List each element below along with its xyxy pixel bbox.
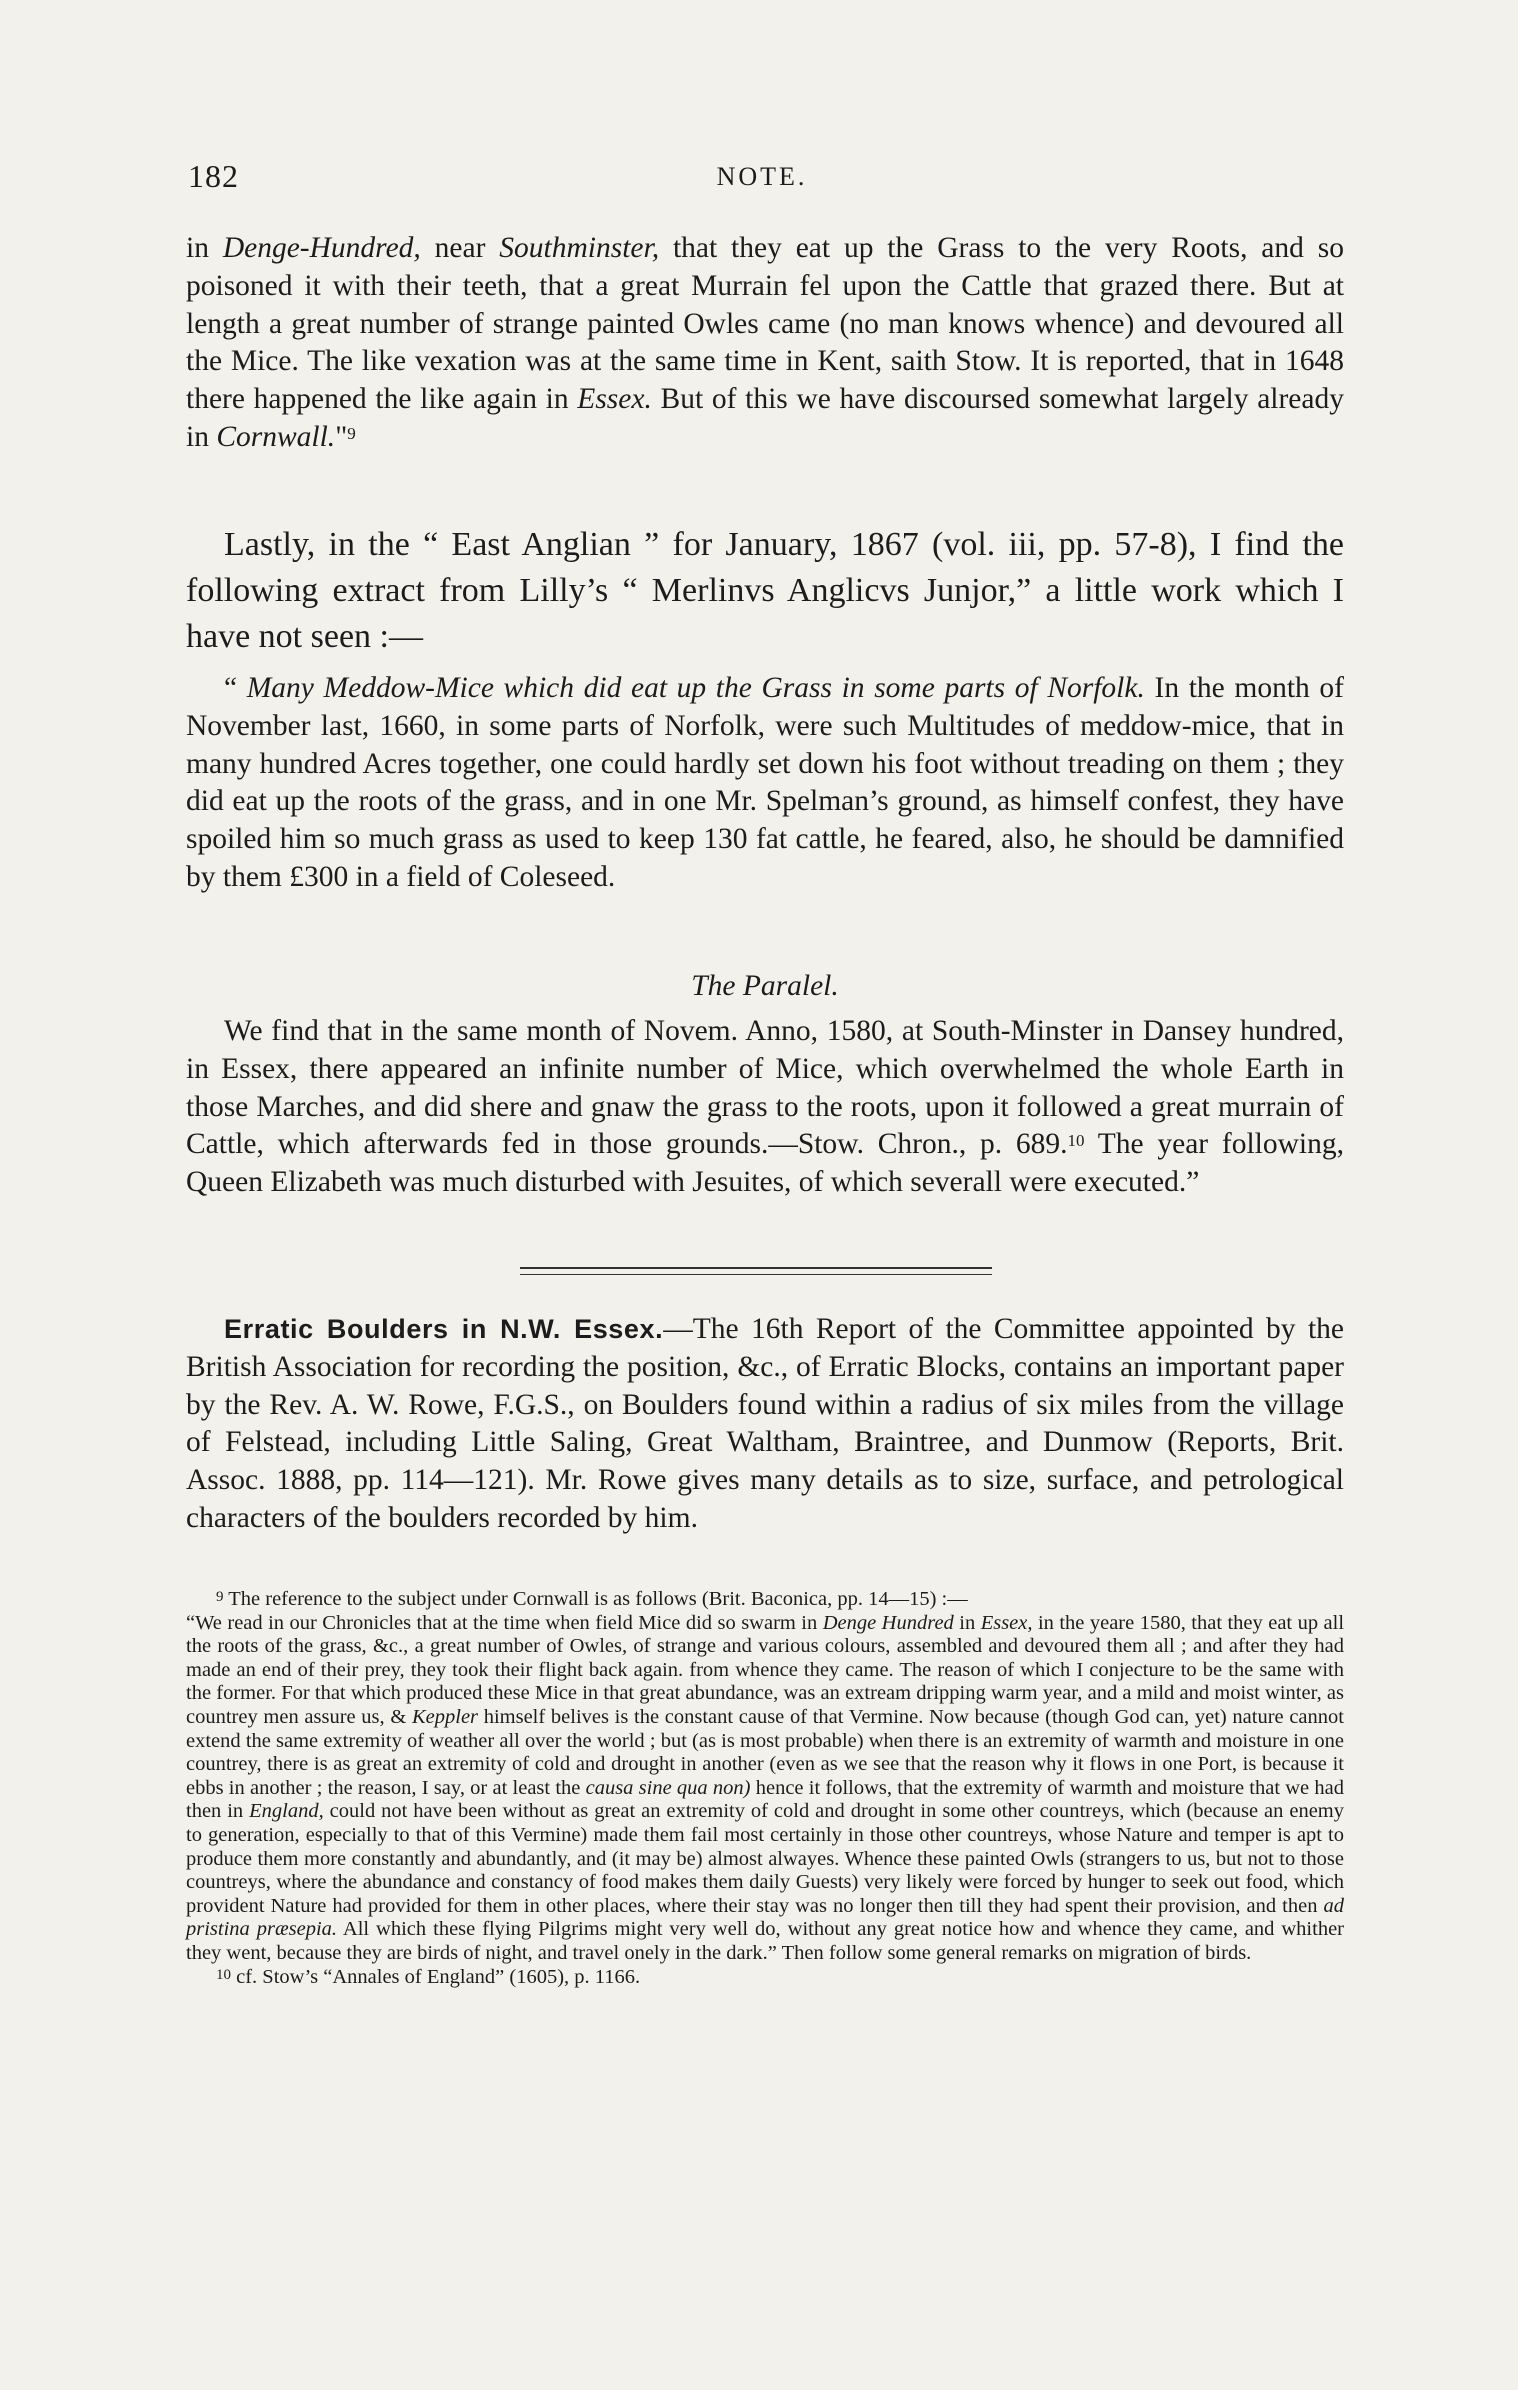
text-run: hence it follows, that the extremity of warmth and moisture that we had then in	[186, 1776, 1344, 1823]
text-run: The year following, Queen Elizabeth was much disturbed with Jesuites, of which severall were executed.”	[186, 1128, 1344, 1199]
footnote-10	[186, 1966, 1344, 1990]
italic-run: England,	[249, 1800, 324, 1823]
paralel-heading: The Paralel.	[691, 970, 839, 1002]
text-run: In the month of November last, 1660, in some parts of Norfolk, were such Multitudes of meddow-mice, that in many hundred Acres together, one could hardly set down his foot without treading on them ; they did eat up the roots of the grass, and in one Mr. Spelman’s ground, as himself confest, they have spoiled him so much grass as used to keep 130 fat cattle, he feared, also, he should be damnified by them £300 in a field of Coleseed.	[186, 672, 1344, 893]
quote-continuation-block	[186, 230, 1344, 457]
section-divider	[520, 1274, 992, 1275]
section-heading: Erratic Boulders in N.W. Essex.	[224, 1314, 664, 1344]
italic-run: ad pristina præsepia.	[186, 1894, 1344, 1941]
text-run: —The 16th Report of the Committee appointed by the British Association for recording the position, &c., of Erratic Blocks, contains an important paper by the Rev. A. W. Rowe, F.G.S., on Boulders found within a radius of six miles from the village of Felstead, including Little Saling, Great Waltham, Braintree, and Dunmow (Reports, Brit. Assoc. 1888, pp. 114—121). Mr. Rowe gives many details as to size, surface, and petrological characters of the boulders recorded by him.	[186, 1313, 1344, 1534]
footnote-marker: 10	[216, 1966, 231, 1983]
extract-block	[186, 670, 1344, 897]
italic-run: Essex,	[980, 1611, 1033, 1634]
text-run: in	[186, 232, 223, 264]
text-run: himself belives is the constant cause of that Vermine. Now because (though God can, yet) nature cannot extend the same extremity of weather all over the world ; but (as is most probable) when there is an extremity of warmth and moisture in one countrey, there is as great an extremity of cold and drought in another (even as we see that the reason why it flows in one Port, is because it ebbs in another ; the reason, I say, or at least the	[186, 1705, 1344, 1799]
text-run: “	[224, 672, 247, 704]
extract-title: Many Meddow-Mice which did eat up the Grass in some parts of Norfolk.	[246, 672, 1145, 704]
place-name: Denge-Hundred,	[222, 232, 421, 264]
footnotes-block	[186, 1588, 1344, 1989]
italic-run: causa sine qua non)	[585, 1776, 751, 1799]
place-name: Southminster,	[499, 232, 660, 264]
footnote-reference: 10	[1067, 1131, 1085, 1151]
footnote-marker: 9	[216, 1589, 224, 1605]
lastly-block	[186, 522, 1344, 660]
erratic-boulders-block	[186, 1311, 1344, 1538]
text-run: But of this we have discoursed somewhat largely already in	[186, 383, 1344, 453]
erratic-boulders-paragraph	[186, 1311, 1344, 1538]
quote-continuation-paragraph	[186, 230, 1344, 457]
text-run: "	[335, 420, 348, 453]
paralel-paragraph	[186, 1013, 1344, 1202]
extract-paragraph	[186, 670, 1344, 897]
text-run: that they eat up the Grass to the very Roots, and so poisoned it with their teeth, that a great Murrain fel upon the Cattle that grazed there. But at length a great number of strange painted Owles came (no man knows whence) and devoured all the Mice. The like vexation was at the same time in Kent, saith Stow. It is reported, that in 1648 there happened the like again in	[186, 232, 1344, 416]
text-run: could not have been without as great an extremity of cold and drought in some other countreys, which (because an enemy to generation, especially to that of this Vermine) made them fail most certainly in those other countreys, whose Nature and temper is apt to produce them more constantly and abundantly, and (it may be) almost alwayes. Whence these painted Owls (strangers to us, but not to those countreys, where the abundance and constancy of food makes them daily Guests) very likely were forced by hunger to seek out food, which provident Nature had provided for them in other places, where their stay was no longer then till they had spent their provision, and then	[186, 1800, 1344, 1917]
text-run: in the yeare 1580, that they eat up all the roots of the grass, &c., a great number of Owles, of strange and various colours, assembled and devoured them all ; and after they had made an end of their prey, they took their flight back again. from whence they came. The reason of which I conjecture to be the same with the former. For that which produced these Mice in that great abundance, was an extream dripping warm year, and a mild and moist winter, as countrey men assure us, &	[186, 1611, 1345, 1728]
text-run: We find that in the same month of Novem. Anno, 1580, at South-Minster in Dansey hundred, in Essex, there appeared an infinite number of Mice, which overwhelmed the whole Earth in those Marches, and did shere and gnaw the grass to the roots, upon it followed a great murrain of Cattle, which afterwards fed in those grounds.—Stow. Chron., p. 689.	[186, 1015, 1344, 1161]
text-run: All which these flying Pilgrims might very well do, without any great notice how and whence they came, and whither they went, because they are birds of night, and travel onely in the dark.” Then follow some general remarks on migration of birds.	[186, 1918, 1344, 1964]
footnote-9	[186, 1588, 1344, 1966]
section-divider	[520, 1267, 992, 1269]
running-title: NOTE.	[716, 162, 808, 191]
text-run: cf. Stow’s “Annales of England” (1605), p. 1166.	[231, 1965, 641, 1988]
italic-run: Denge Hundred	[822, 1611, 954, 1634]
paralel-block	[186, 1013, 1344, 1202]
text-run: in	[953, 1611, 981, 1634]
place-name: Cornwall.	[216, 420, 336, 453]
place-name: Essex.	[577, 383, 652, 416]
page-header	[182, 158, 1342, 198]
footnote-reference: 9	[347, 423, 356, 443]
text-run: near	[420, 232, 500, 264]
text-run: “We read in our Chronicles that at the time when field Mice did so swarm in	[186, 1611, 823, 1634]
page-number: 182	[188, 158, 239, 194]
lastly-paragraph: Lastly, in the “ East Anglian ” for January, 1867 (vol. iii, pp. 57-8), I find the following extract from Lilly’s “ Merlinvs Anglicvs Junjor,” a little work which I have not seen :—	[186, 526, 1344, 655]
text-run: The reference to the subject under Cornwall is as follows (Brit. Baconica, pp. 14—15) :—	[223, 1588, 968, 1610]
italic-run: Keppler	[411, 1705, 479, 1728]
